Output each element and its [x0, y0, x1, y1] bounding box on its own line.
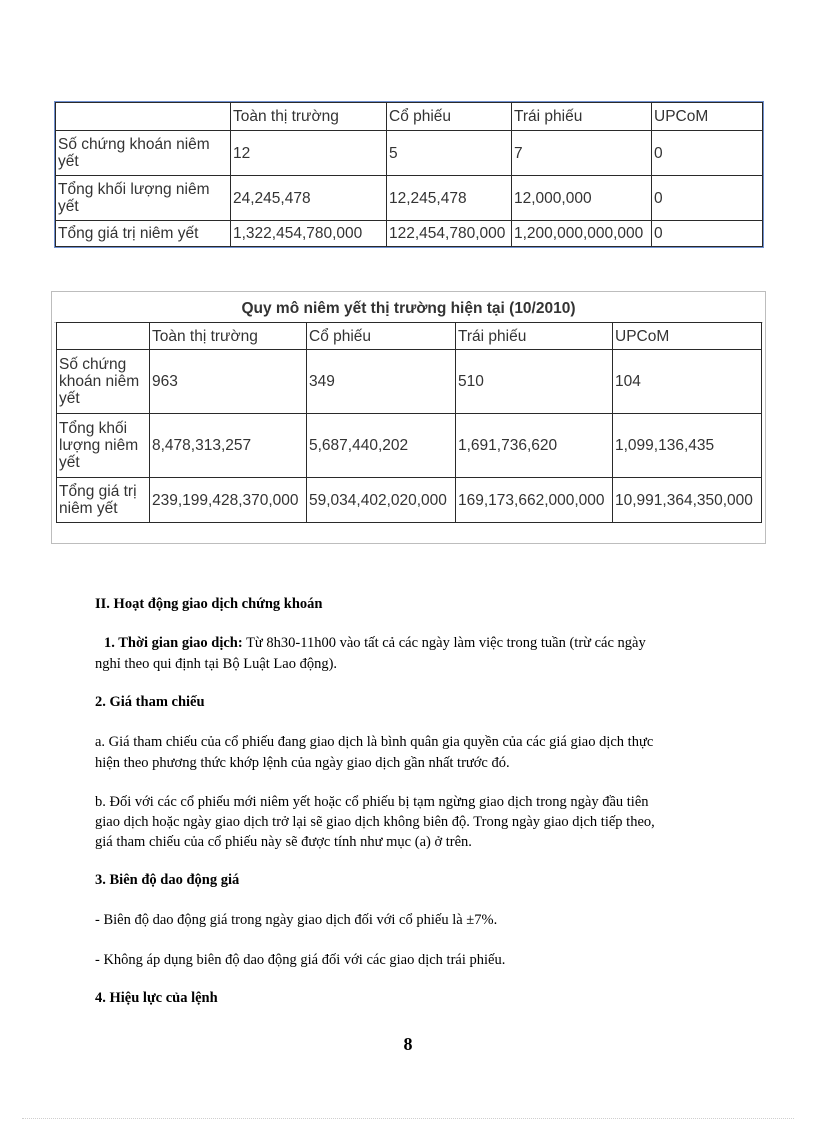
page-footer-rule — [22, 1118, 794, 1119]
table-row — [56, 131, 763, 176]
table-header-cell: UPCoM — [652, 103, 763, 131]
table-header-cell: Cổ phiếu — [307, 323, 456, 350]
table-header-cell — [56, 103, 231, 131]
table-header-cell: Trái phiếu — [456, 323, 613, 350]
table-header-row — [56, 103, 763, 131]
row-label: Tổng giá trị niêm yết — [56, 221, 231, 247]
table-row — [56, 176, 763, 221]
table-row — [57, 478, 762, 523]
row-label: Số chứng khoán niêm yết — [56, 131, 231, 176]
table-cell: 239,199,428,370,000 — [150, 478, 307, 523]
table-cell: 104 — [613, 350, 762, 414]
list-item-price-band-stocks: - Biên độ dao động giá trong ngày giao dịch đối với cổ phiếu là ±7%. — [95, 912, 498, 928]
table-cell: 0 — [652, 221, 763, 247]
table-header-cell: UPCoM — [613, 323, 762, 350]
paragraph-a-line1: a. Giá tham chiếu của cổ phiếu đang giao dịch là bình quân gia quyền của các giá giao dịch thực — [95, 734, 654, 750]
listing-table-initial — [55, 102, 763, 247]
table-header-cell: Cổ phiếu — [387, 103, 512, 131]
table-cell: 1,691,736,620 — [456, 414, 613, 478]
table-header-cell: Toàn thị trường — [231, 103, 387, 131]
section-heading: II. Hoạt động giao dịch chứng khoán — [95, 596, 323, 612]
table-cell: 349 — [307, 350, 456, 414]
subheading-price-band: 3. Biên độ dao động giá — [95, 872, 240, 888]
table-cell: 24,245,478 — [231, 176, 387, 221]
table-cell: 1,322,454,780,000 — [231, 221, 387, 247]
paragraph-trading-time-line2: nghỉ theo qui định tại Bộ Luật Lao động). — [95, 656, 338, 672]
listing-table-current — [56, 322, 762, 523]
table-cell: 8,478,313,257 — [150, 414, 307, 478]
panel-title: Quy mô niêm yết thị trường hiện tại (10/2010) — [241, 300, 576, 317]
row-label: Số chứng khoán niêm yết — [57, 350, 150, 414]
table-cell: 12 — [231, 131, 387, 176]
table-cell: 12,000,000 — [512, 176, 652, 221]
table-cell: 1,099,136,435 — [613, 414, 762, 478]
table-header-row — [57, 323, 762, 350]
table-cell: 963 — [150, 350, 307, 414]
subheading-trading-time: 1. Thời gian giao dịch: — [104, 635, 243, 651]
list-item-price-band-bonds: - Không áp dụng biên độ dao động giá đối với các giao dịch trái phiếu. — [95, 952, 506, 968]
table-row — [57, 350, 762, 414]
paragraph-b-line3: giá tham chiếu của cổ phiếu này sẽ được tính như mục (a) ở trên. — [95, 834, 472, 850]
paragraph-a-line2: hiện theo phương thức khớp lệnh của ngày giao dịch gần nhất trước đó. — [95, 755, 510, 771]
table-header-cell: Trái phiếu — [512, 103, 652, 131]
table-cell: 7 — [512, 131, 652, 176]
row-label: Tổng khối lượng niêm yết — [57, 414, 150, 478]
table-cell: 122,454,780,000 — [387, 221, 512, 247]
table-cell: 510 — [456, 350, 613, 414]
table-header-cell: Toàn thị trường — [150, 323, 307, 350]
table-row — [56, 221, 763, 247]
row-label: Tổng khối lượng niêm yết — [56, 176, 231, 221]
table-cell: 12,245,478 — [387, 176, 512, 221]
table-cell: 5 — [387, 131, 512, 176]
paragraph-b-line1: b. Đối với các cổ phiếu mới niêm yết hoặc cổ phiếu bị tạm ngừng giao dịch trong ngày đầu tiên — [95, 794, 649, 810]
subheading-order-validity: 4. Hiệu lực của lệnh — [95, 990, 218, 1006]
paragraph-b-line2: giao dịch hoặc ngày giao dịch trở lại sẽ giao dịch không biên độ. Trong ngày giao dịch tiếp theo, — [95, 814, 655, 830]
table-cell: 1,200,000,000,000 — [512, 221, 652, 247]
paragraph-text: Từ 8h30-11h00 vào tất cả các ngày làm việc trong tuần (trừ các ngày — [242, 635, 646, 651]
table-cell: 5,687,440,202 — [307, 414, 456, 478]
paragraph-trading-time-line1 — [104, 633, 646, 654]
table-cell: 0 — [652, 131, 763, 176]
table-header-cell — [57, 323, 150, 350]
table-row — [57, 414, 762, 478]
page-number: 8 — [403, 1034, 413, 1054]
subheading-reference-price: 2. Giá tham chiếu — [95, 694, 205, 710]
table-cell: 59,034,402,020,000 — [307, 478, 456, 523]
row-label: Tổng giá trị niêm yết — [57, 478, 150, 523]
table-cell: 0 — [652, 176, 763, 221]
table-cell: 10,991,364,350,000 — [613, 478, 762, 523]
table-cell: 169,173,662,000,000 — [456, 478, 613, 523]
